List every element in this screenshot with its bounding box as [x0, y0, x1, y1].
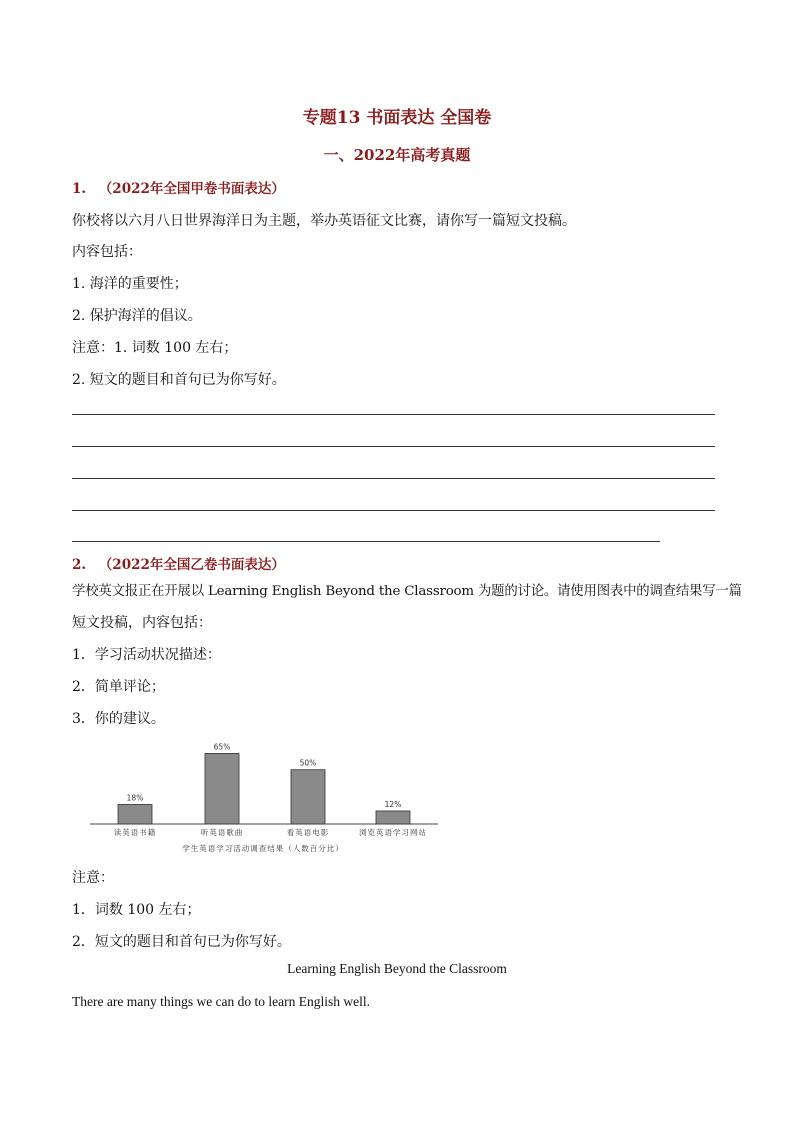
bar-0: [118, 804, 152, 824]
page-title: 专题13 书面表达 全国卷: [302, 108, 492, 128]
q1-point-2: 2. 保护海洋的倡议。: [72, 308, 202, 324]
question-number: 1.: [72, 181, 87, 197]
survey-bar-chart: [80, 730, 445, 858]
data-label-3: 12%: [384, 799, 402, 809]
essay-title: Learning English Beyond the Classroom: [287, 961, 507, 976]
question-1-prompt: 你校将以六月八日世界海洋日为主题，举办英语征文比赛，请你写一篇短文投稿。: [72, 213, 576, 229]
q2-point-2: 2．简单评论；: [72, 679, 165, 695]
q2-notes-label: 注意：: [72, 870, 114, 886]
answer-line: [72, 478, 715, 479]
data-label-0: 18%: [126, 793, 144, 803]
category-label-3: 浏览英语学习网站: [359, 828, 427, 837]
category-label-0: 读英语书籍: [113, 828, 157, 837]
section-heading: 一、2022年高考真题: [323, 146, 471, 164]
bar-1: [205, 753, 239, 824]
question-number: 2.: [72, 557, 87, 573]
answer-line: [72, 541, 660, 542]
answer-line: [72, 446, 715, 447]
bar-3: [376, 811, 410, 824]
question-2-prompt-line1: 学校英文报正在开展以 Learning English Beyond the Classroom 为题的讨论。请使用图表中的调查结果写一篇: [72, 584, 742, 599]
question-1-header: [72, 177, 285, 197]
question-2-header: [72, 553, 285, 573]
chart-title: 学生英语学习活动调查结果（人数百分比）: [182, 844, 344, 853]
question-source: （2022年全国甲卷书面表达）: [98, 181, 285, 197]
content-label: 内容包括：: [72, 244, 142, 260]
category-label-1: 听英语歌曲: [200, 828, 244, 837]
essay-first-sentence: There are many things we can do to learn English well.: [72, 994, 371, 1009]
q2-point-1: 1．学习活动状况描述：: [72, 647, 221, 663]
question-2-prompt-line2: 短文投稿，内容包括：: [72, 615, 212, 631]
q2-note-2: 2．短文的题目和首句已为你写好。: [72, 934, 291, 950]
q1-note-2: 2. 短文的题目和首句已为你写好。: [72, 372, 286, 388]
answer-line: [72, 510, 715, 511]
q2-note-1: 1．词数 100 左右；: [72, 902, 201, 918]
data-label-1: 65%: [213, 742, 231, 752]
q2-point-3: 3．你的建议。: [72, 711, 165, 727]
category-label-2: 看英语电影: [286, 828, 330, 837]
answer-line: [72, 414, 715, 415]
question-source: （2022年全国乙卷书面表达）: [98, 557, 285, 573]
data-label-2: 50%: [299, 758, 317, 768]
q1-point-1: 1. 海洋的重要性；: [72, 276, 188, 292]
q1-note-1: 注意：1. 词数 100 左右；: [72, 340, 238, 356]
bar-2: [291, 770, 325, 824]
